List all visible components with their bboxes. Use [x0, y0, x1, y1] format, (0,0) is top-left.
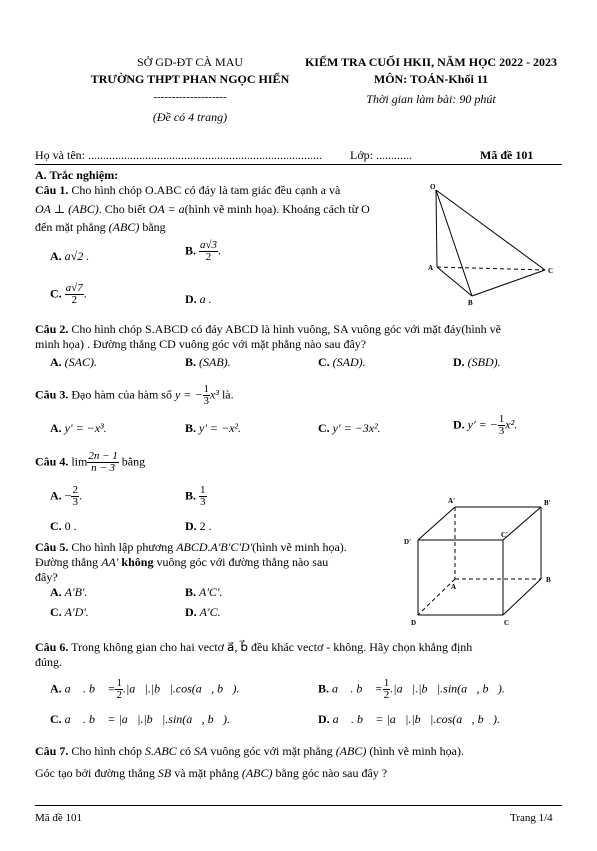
denominator: 2: [383, 689, 390, 701]
vertex-b1-label: B': [544, 499, 551, 507]
q7-label: Câu 7.: [35, 744, 69, 758]
q3-option-b[interactable]: [185, 421, 241, 436]
q2-option-b[interactable]: [185, 355, 231, 370]
q6-line2: đúng.: [35, 655, 62, 669]
q3-option-a[interactable]: [50, 421, 107, 436]
student-name-field: Họ và tên: ..............................................................................: [35, 148, 322, 162]
vertex-c-label: C: [548, 267, 554, 275]
option-label: B.: [185, 585, 197, 599]
option-dot: .: [78, 488, 82, 503]
q4-option-c[interactable]: [50, 519, 77, 534]
numerator: a√7: [65, 282, 83, 294]
option-text: y' = −: [467, 417, 498, 432]
numerator: 1: [498, 413, 505, 425]
q2-line2: minh họa) . Đường thẳng CD vuông góc với mặt phẳng nào sau đây?: [35, 337, 367, 351]
vertex-a-label: A: [451, 583, 457, 591]
option-label: C.: [50, 712, 62, 726]
exam-code: Mã đề 101: [480, 148, 534, 162]
question-5: [35, 540, 395, 585]
footer-divider: [35, 805, 562, 806]
q1-option-c[interactable]: C. $\frac{a√7}{2}$ .: [50, 282, 87, 306]
option-label: A.: [50, 681, 62, 696]
option-label: B.: [185, 488, 197, 503]
q3-option-d[interactable]: [453, 414, 517, 437]
option-label: D.: [318, 712, 330, 726]
q5-line: AA': [101, 555, 119, 569]
fraction: [115, 678, 123, 701]
option-text: a .: [199, 292, 212, 306]
option-label: B.: [185, 421, 197, 435]
q4-option-b[interactable]: [185, 485, 207, 508]
edge-oa: [436, 190, 437, 267]
option-text: a⃗ . b⃗ = |a⃗|.|b⃗|.cos(a⃗, b⃗).: [332, 712, 500, 726]
info-divider: [35, 164, 562, 165]
option-label: D.: [185, 605, 197, 619]
edge-ad-hidden: [418, 579, 455, 615]
q7-text4: (hình vẽ minh họa).: [369, 744, 464, 758]
option-text: A'D'.: [64, 605, 89, 619]
section-title: A. Trắc nghiệm:: [35, 168, 119, 182]
figure-cube: [398, 494, 563, 630]
q3-func: y = −: [174, 387, 203, 402]
fraction: [71, 485, 79, 508]
q2-option-c[interactable]: [318, 355, 366, 370]
numerator: 1: [383, 677, 390, 689]
option-text: a√2 .: [64, 249, 90, 263]
q1-line1: Cho hình chóp O.ABC có đáy là tam giác đều cạnh a và: [71, 183, 341, 197]
q3-text: Đạo hàm của hàm số: [71, 387, 172, 402]
q4-option-a[interactable]: [50, 485, 82, 508]
q7-pyramid: S.ABC: [145, 744, 177, 758]
option-label: D.: [185, 519, 197, 533]
q2-option-d[interactable]: [453, 355, 501, 370]
q7-sb: SB: [157, 766, 172, 780]
q6-line1: Trong không gian cho hai vectơ a⃗, b⃗ đều khác vectơ - không. Hãy chọn khẳng định: [71, 640, 473, 654]
option-label: D.: [453, 417, 465, 432]
option-label: A.: [50, 355, 62, 369]
q2-option-a[interactable]: [50, 355, 97, 370]
denominator: 3: [498, 425, 505, 437]
header-page-count: (Đề có 4 trang): [152, 110, 228, 124]
q7-text3: vuông góc với mặt phẳng: [210, 744, 333, 758]
option-label: C.: [318, 421, 330, 435]
q2-label: Câu 2.: [35, 322, 69, 336]
q1-option-d[interactable]: [185, 292, 212, 307]
q1-label: Câu 1.: [35, 183, 69, 197]
option-label: A.: [50, 249, 62, 263]
q1-option-b[interactable]: B. $\frac{a√3}{2}$ .: [185, 239, 222, 263]
q5-option-c[interactable]: [50, 605, 89, 620]
q6-label: Câu 6.: [35, 640, 69, 654]
option-text-tail: .|a⃗|.|b⃗|.cos(a⃗, b⃗).: [122, 681, 240, 696]
q1-oa-perp: OA ⊥ (ABC): [35, 202, 99, 216]
option-label: A.: [50, 488, 62, 503]
q3-func-power: x³: [210, 387, 219, 402]
denominator: 3: [200, 496, 206, 508]
option-text: 0 .: [64, 519, 77, 533]
edge-b1c1: [503, 507, 541, 540]
option-text: (SBD).: [467, 355, 501, 369]
option-text: 2 .: [199, 519, 212, 533]
q7-text7: bằng góc nào sau đây ?: [275, 766, 388, 780]
q6-option-b[interactable]: [318, 678, 505, 701]
option-label: C.: [50, 286, 62, 301]
q4-lim: lim: [71, 454, 88, 469]
denominator: 3: [203, 395, 210, 407]
question-3: [35, 384, 234, 407]
vertex-a1-label: A': [448, 497, 455, 505]
option-text-tail: x².: [505, 417, 518, 432]
fraction: [203, 384, 211, 407]
numerator: 2n − 1: [88, 450, 118, 462]
header-department: SỞ GD-ĐT CÀ MAU: [136, 55, 244, 69]
vertex-c1-label: C': [501, 531, 508, 539]
header-school: TRƯỜNG THPT PHAN NGỌC HIỂN: [90, 72, 290, 86]
q7-text: Cho hình chóp: [71, 744, 143, 758]
q6-option-c[interactable]: [50, 712, 230, 727]
fraction: [65, 283, 84, 306]
vertex-o-label: O: [430, 183, 436, 191]
fraction: [199, 240, 218, 263]
question-4: [35, 451, 145, 474]
option-text: y' = −x².: [199, 421, 242, 435]
option-label: B.: [318, 681, 330, 696]
q7-plane: (ABC): [335, 744, 367, 758]
edge-bc: [472, 270, 545, 296]
q1-text: . Cho biết: [98, 202, 146, 216]
q4-label: Câu 4.: [35, 454, 69, 469]
edge-d1a1: [418, 507, 455, 540]
q5-option-d[interactable]: [185, 605, 221, 620]
vertex-d-label: D: [411, 619, 417, 627]
q5-option-b[interactable]: [185, 585, 222, 600]
numerator: 1: [203, 383, 210, 395]
option-text: A'B'.: [64, 585, 88, 599]
vertex-c-label: C: [504, 619, 510, 627]
option-text: y' = −x³.: [64, 421, 107, 435]
option-label: B.: [185, 355, 197, 369]
q5-text: Cho hình lập phương: [71, 540, 174, 554]
option-label: A.: [50, 585, 62, 599]
edge-ob: [436, 190, 472, 296]
option-text: A'C.: [199, 605, 221, 619]
denominator: 2: [205, 251, 212, 263]
q5-cube: ABCD.A'B'C'D': [176, 540, 253, 554]
numerator: 1: [200, 484, 206, 496]
option-text: a⃗ . b⃗ =: [332, 681, 383, 696]
option-text: (SAC).: [64, 355, 97, 369]
q1-plane: (ABC): [108, 220, 140, 234]
option-label: C.: [318, 355, 330, 369]
q1-oa-eq: OA = a: [148, 202, 185, 216]
q1-option-a[interactable]: [50, 249, 89, 264]
q5-label: Câu 5.: [35, 540, 69, 554]
fraction: [87, 451, 118, 474]
edge-oc: [436, 190, 545, 270]
q5-not: không: [121, 555, 154, 569]
question-1: [35, 183, 425, 235]
numerator: 2: [72, 484, 78, 496]
denominator: n − 3: [91, 462, 116, 474]
option-label: D.: [453, 355, 465, 369]
exam-duration: Thời gian làm bài: 90 phút: [366, 92, 496, 106]
option-text: a⃗ . b⃗ =: [64, 681, 116, 696]
vertex-b-label: B: [546, 576, 551, 584]
option-label: C.: [50, 605, 62, 619]
q1-text2: (hình vẽ minh họa). Khoảng cách từ O: [184, 202, 370, 216]
figure-pyramid: [420, 182, 560, 307]
q1-text4: bằng: [142, 220, 166, 234]
q7-text5: Góc tạo bởi đường thẳng: [35, 766, 155, 780]
class-field: Lớp: ............: [350, 148, 413, 162]
q3-label: Câu 3.: [35, 387, 69, 402]
denominator: 2: [71, 294, 77, 306]
q7-text2: có: [179, 744, 192, 758]
vertex-b-label: B: [468, 299, 473, 307]
option-label: C.: [50, 519, 62, 533]
vertex-d1-label: D': [404, 538, 411, 546]
q7-text6: và mặt phẳng: [174, 766, 239, 780]
denominator: 3: [72, 496, 78, 508]
q5-option-a[interactable]: [50, 585, 87, 600]
q3-option-c[interactable]: [318, 421, 381, 436]
q4-option-d[interactable]: [185, 519, 212, 534]
q5-text3: Đường thẳng: [35, 555, 99, 569]
option-sign: −: [64, 488, 72, 503]
vertex-a-label: A: [428, 264, 434, 272]
option-label: D.: [185, 292, 197, 306]
q6-option-d[interactable]: [318, 712, 500, 727]
option-text: A'C'.: [199, 585, 223, 599]
numerator: 1: [116, 677, 122, 689]
footer-code: Mã đề 101: [35, 812, 83, 824]
edge-bc: [503, 579, 541, 615]
exam-title: KIỂM TRA CUỐI HKII, NĂM HỌC 2022 - 2023: [304, 55, 558, 69]
q7-sa: SA: [194, 744, 208, 758]
header-dashes: --------------------: [153, 91, 227, 103]
option-text-tail: .|a⃗|.|b⃗|.sin(a⃗, b⃗).: [390, 681, 505, 696]
q3-tail: là.: [221, 387, 234, 402]
q5-text5: đây?: [35, 570, 58, 584]
q5-text2: (hình vẽ minh họa).: [252, 540, 347, 554]
q4-tail: bằng: [121, 454, 146, 469]
q1-text3: đến mặt phẳng: [35, 220, 106, 234]
option-text: y' = −3x².: [332, 421, 381, 435]
q2-line1: Cho hình chóp S.ABCD có đáy ABCD là hình vuông, SA vuông góc với mặt đáy(hình vẽ: [71, 322, 502, 336]
exam-subject: MÔN: TOÁN-Khối 11: [373, 72, 489, 86]
footer-page: Trang 1/4: [510, 812, 553, 824]
denominator: 2: [116, 689, 122, 701]
edge-ac-hidden: [437, 267, 545, 270]
option-label: B.: [185, 243, 197, 258]
question-2: [35, 322, 562, 352]
question-7: [35, 740, 562, 784]
fraction: [199, 485, 207, 508]
numerator: a√3: [200, 239, 218, 251]
option-text: a⃗ . b⃗ = |a⃗|.|b⃗|.sin(a⃗, b⃗).: [64, 712, 230, 726]
option-label: A.: [50, 421, 62, 435]
question-6: [35, 640, 562, 670]
option-text: (SAD).: [332, 355, 366, 369]
q6-option-a[interactable]: [50, 678, 239, 701]
option-text: (SAB).: [199, 355, 231, 369]
q5-text4: vuông góc với đường thẳng nào sau: [156, 555, 329, 569]
q7-plane2: (ABC): [241, 766, 273, 780]
